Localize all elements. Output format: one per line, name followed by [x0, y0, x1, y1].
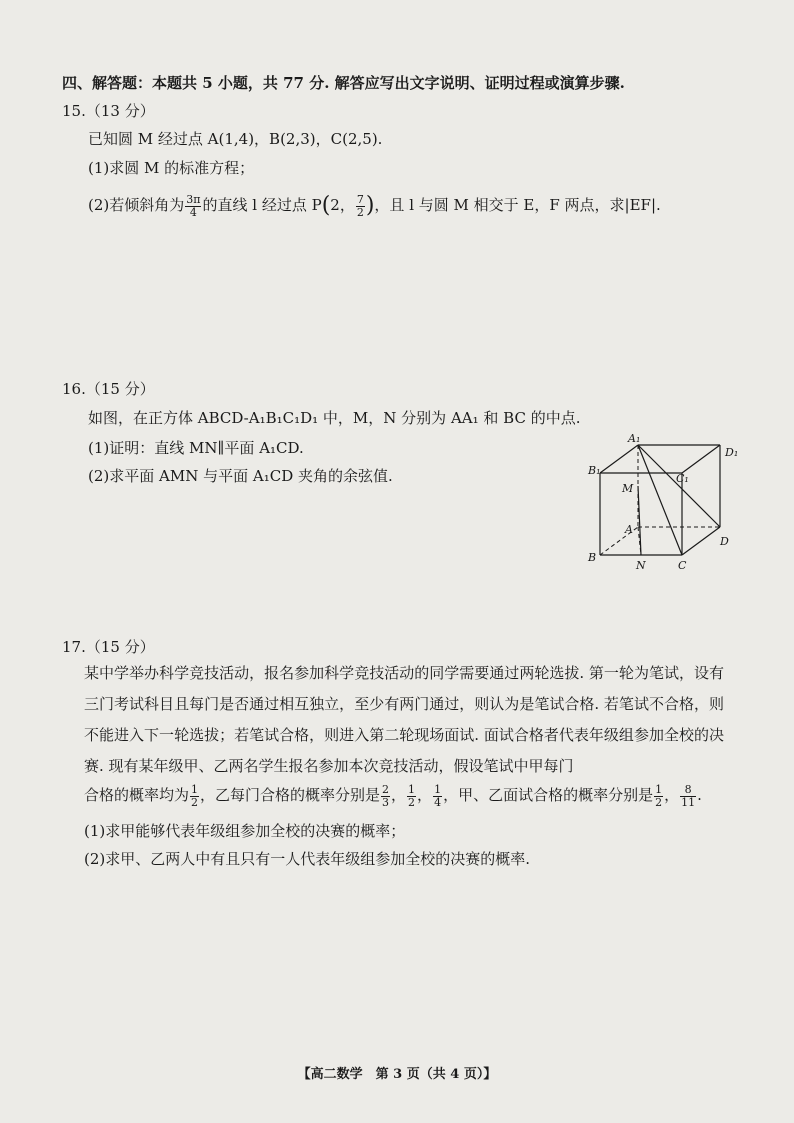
page-footer: 【高二数学 第 3 页（共 4 页）】: [297, 1067, 497, 1082]
label-N: N: [636, 559, 646, 572]
label-A1: A₁: [628, 432, 641, 445]
cube-figure: [580, 430, 750, 575]
fraction-3: $\frac{1}{2}$: [408, 782, 416, 809]
line-A1D: [638, 445, 720, 527]
label-C: C: [678, 559, 687, 572]
q16-part2: (2)求平面 AMN 与平面 A₁CD 夹角的余弦值.: [88, 467, 393, 485]
fraction-4: $\frac{1}{4}$: [434, 782, 442, 809]
q15-stem: 已知圆 M 经过点 A(1,4)，B(2,3)，C(2,5).: [88, 130, 383, 148]
q15-part1: (1)求圆 M 的标准方程；: [88, 159, 255, 177]
fraction-1: $\frac{1}{2}$: [191, 782, 199, 809]
fraction-6: $\frac{8}{11}$: [681, 782, 696, 809]
q16-stem: 如图，在正方体 ABCD-A₁B₁C₁D₁ 中，M，N 分别为 AA₁ 和 BC 的中点.: [88, 409, 581, 427]
q15-part2: (2)若倾斜角为 $\frac{3\pi}{4}$ 的直线 l 经过点 P(2， $\frac{7}{2}$ )，且 l 与圆 M 相交于 E，F 两点，求|EF|.: [88, 192, 661, 219]
label-B: B: [588, 551, 597, 564]
label-B1: B₁: [588, 464, 601, 477]
q17-part1: (1)求甲能够代表年级组参加全校的决赛的概率；: [84, 822, 406, 840]
point-y-fraction: $\frac{7}{2}$: [356, 192, 364, 219]
q17-part2: (2)求甲、乙两人中有且只有一人代表年级组参加全校的决赛的概率.: [84, 850, 531, 868]
line-A1C: [638, 445, 682, 555]
label-M: M: [622, 482, 634, 495]
q16-head: 16.（15 分）: [62, 380, 155, 398]
edge-CD: [682, 527, 720, 555]
q17-paragraph: 某中学举办科学竞技活动，报名参加科学竞技活动的同学需要通过两轮选拔. 第一轮为笔试，设有三门考试科目且每门是否通过相互独立，至少有两门通过，则认为是笔试合格. 若笔试不合格，则不能进入下一轮选拔；若笔试合格，则进入第二轮现场面试. 面试合格者代表年级组参加全校的决赛. 现有某年级甲、乙两名学生报名参加本次竞技活动，假设笔试中甲每门: [84, 664, 724, 775]
q15-head: 15.（13 分）: [62, 102, 155, 120]
fraction-2: $\frac{2}{3}$: [382, 782, 390, 809]
label-A: A: [625, 523, 633, 536]
section-title: 四、解答题：本题共 5 小题，共 77 分. 解答应写出文字说明、证明过程或演算步骤.: [62, 74, 625, 92]
label-D: D: [720, 535, 729, 548]
label-C1: C₁: [676, 472, 689, 485]
label-D1: D₁: [725, 446, 739, 459]
edge-A1B1: [600, 445, 638, 473]
fraction-5: $\frac{1}{2}$: [655, 782, 663, 809]
angle-fraction: $\frac{3\pi}{4}$: [186, 192, 201, 219]
edge-C1D1: [682, 445, 720, 473]
q17-prob-line: 合格的概率均为 $\frac{1}{2}$ ，乙每门合格的概率分别是 $\frac{2}{3}$ ， $\frac{1}{2}$ ， $\frac{1}{4}$ ，甲、乙面试合格的概率分别是 $\frac{1}{2}$ ， $\frac{8}{11}$ .: [84, 782, 702, 809]
q17-head: 17.（15 分）: [62, 638, 155, 656]
q16-part1: (1)证明：直线 MN∥平面 A₁CD.: [88, 439, 304, 457]
